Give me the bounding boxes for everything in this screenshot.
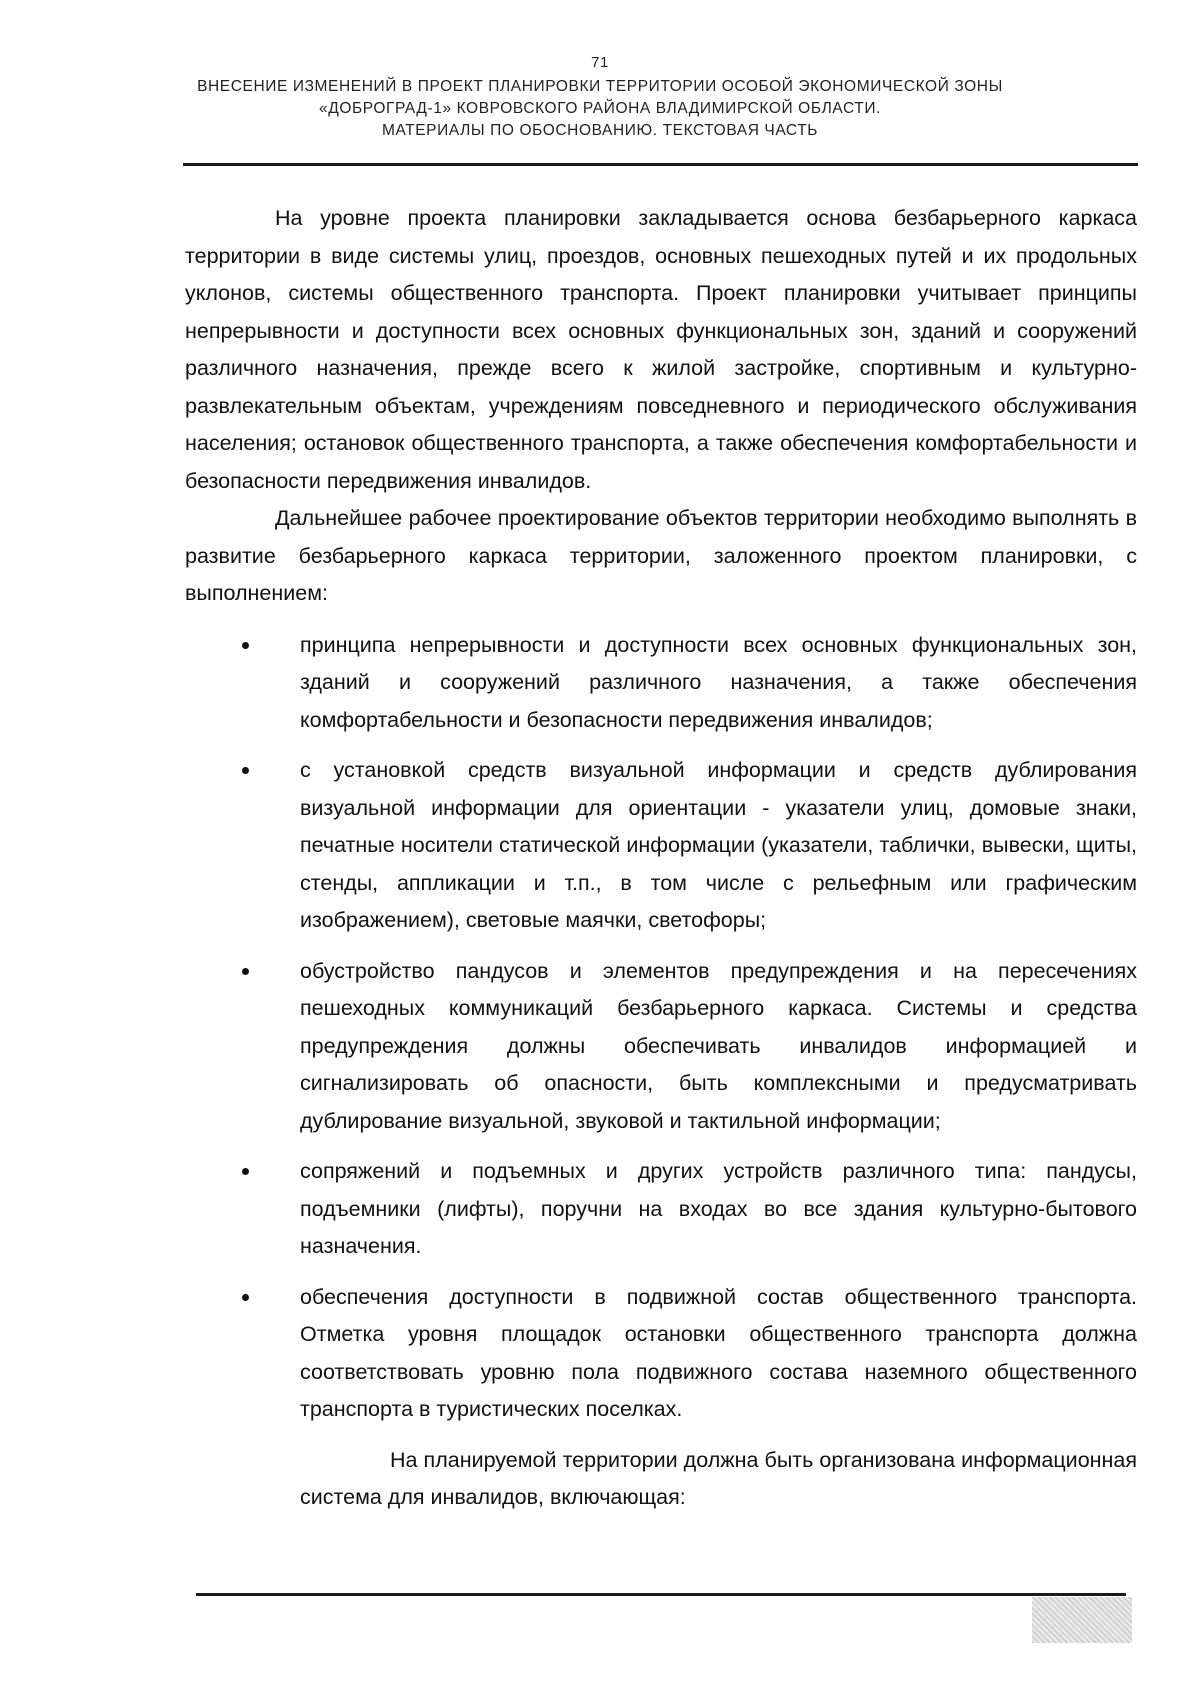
bullet-icon [242,1168,249,1175]
list-item [185,1279,1137,1429]
list-item [185,627,1137,740]
bullet-list [185,627,1137,1429]
bullet-icon [242,1294,249,1301]
list-item-text: обустройство пандусов и элементов предупреждения и на пересечениях пешеходных коммуникаций безбарьерного каркаса. Системы и средства предупреждения должны обеспечивать инвалидов информацией и сигнализировать об опасности, быть комплексными и предусматривать дублирование визуальной, звуковой и тактильной информации; [300,958,1137,1133]
list-item [185,1153,1137,1266]
header-line-1: ВНЕСЕНИЕ ИЗМЕНЕНИЙ В ПРОЕКТ ПЛАНИРОВКИ ТЕРРИТОРИИ ОСОБОЙ ЭКОНОМИЧЕСКОЙ ЗОНЫ [197,78,1003,95]
bullet-icon [242,767,249,774]
paragraph-2: Дальнейшее рабочее проектирование объектов территории необходимо выполнять в развитие безбарьерного каркаса территории, заложенного проектом планировки, с выполнением: [185,506,1137,605]
footer-divider [196,1593,1126,1596]
header-line-2: «ДОБРОГРАД-1» КОВРОВСКОГО РАЙОНА ВЛАДИМИРСКОЙ ОБЛАСТИ. [319,100,881,117]
list-item-text: обеспечения доступности в подвижной состав общественного транспорта. Отметка уровня площадок остановки общественного транспорта должна соответствовать уровню пола подвижного состава наземного общественного транспорта в туристических поселках. [300,1284,1137,1421]
list-item-text: принципа непрерывности и доступности всех основных функциональных зон, зданий и сооружений различного назначения, а также обеспечения комфортабельности и безопасности передвижения инвалидов; [300,632,1137,732]
paragraph-3: На планируемой территории должна быть организована информационная система для инвалидов, включающая: [300,1447,1137,1509]
header-divider [183,163,1138,166]
page-number: 71 [591,54,609,71]
header-line-3: МАТЕРИАЛЫ ПО ОБОСНОВАНИЮ. ТЕКСТОВАЯ ЧАСТЬ [381,122,819,139]
list-item-text: с установкой средств визуальной информации и средств дублирования визуальной информации для ориентации - указатели улиц, домовые знаки, печатные носители статической информации (указатели, таблички, вывески, щиты, стенды, аппликации и т.п., в том числе с рельефным или графическим изображением), световые маячки, светофоры; [300,758,1137,932]
list-item [185,752,1137,940]
list-item [185,953,1137,1141]
body-text [185,200,1137,1517]
stamp-mark [1032,1597,1132,1643]
paragraph-1: На уровне проекта планировки закладывается основа безбарьерного каркаса территории в виде системы улиц, проездов, основных пешеходных путей и их продольных уклонов, системы общественного транспорта. Проект планировки учитывает принципы непрерывности и доступности всех основных функциональных зон, зданий и сооружений различного назначения, прежде всего к жилой застройке, спортивным и культурно-развлекательным объектам, учреждениям повседневного и периодического обслуживания населения; остановок общественного транспорта, а также обеспечения комфортабельности и безопасности передвижения инвалидов. [185,206,1137,493]
list-item-text: сопряжений и подъемных и других устройств различного типа: пандусы, подъемники (лифты), поручни на входах во все здания культурно-бытового назначения. [300,1159,1137,1258]
bullet-icon [242,642,249,649]
page-header [150,76,1050,142]
bullet-icon [242,968,249,975]
